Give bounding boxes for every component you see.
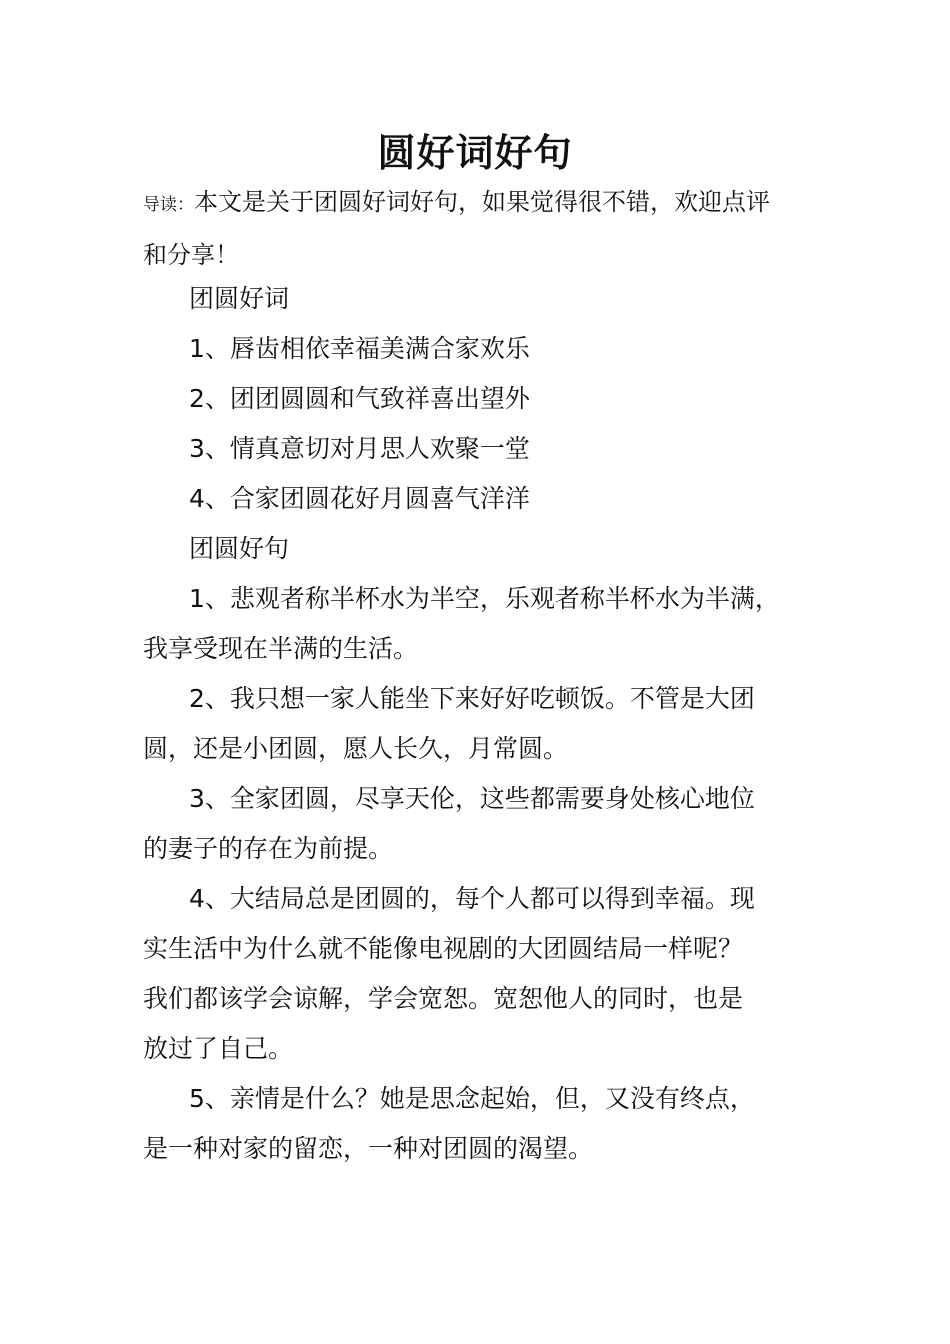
intro-text: 本文是关于团圆好词好句，如果觉得很不错，欢迎点评 bbox=[194, 188, 770, 216]
sentence-item bbox=[143, 574, 833, 674]
section-heading-words: 团圆好词 bbox=[189, 284, 290, 313]
section-heading-sentences: 团圆好句 bbox=[189, 534, 290, 563]
document-title: 圆好词好句 bbox=[377, 131, 573, 176]
sentence-line: 我们都该学会谅解，学会宽恕。宽恕他人的同时，也是 bbox=[143, 984, 744, 1013]
sentence-line: 2、我只想一家人能坐下来好好吃顿饭。不管是大团 bbox=[189, 684, 755, 713]
sentence-line: 圆，还是小团圆，愿人长久，月常圆。 bbox=[143, 734, 569, 763]
intro-line-2: 和分享！ bbox=[143, 241, 239, 269]
sentence-line: 1、悲观者称半杯水为半空，乐观者称半杯水为半满， bbox=[189, 584, 780, 613]
sentence-line: 4、大结局总是团圆的，每个人都可以得到幸福。现 bbox=[189, 884, 755, 913]
document-body bbox=[143, 274, 833, 1174]
sentence-line: 我享受现在半满的生活。 bbox=[143, 634, 419, 663]
intro-paragraph bbox=[143, 177, 833, 280]
sentence-line: 的妻子的存在为前提。 bbox=[143, 834, 394, 863]
word-item: 3、情真意切对月思人欢聚一堂 bbox=[189, 434, 530, 463]
word-item: 1、唇齿相依幸福美满合家欢乐 bbox=[189, 334, 530, 363]
word-item: 4、合家团圆花好月圆喜气洋洋 bbox=[189, 484, 530, 513]
intro-line-1 bbox=[143, 177, 833, 230]
sentence-item bbox=[143, 674, 833, 774]
sentence-line: 5、亲情是什么？她是思念起始，但，又没有终点， bbox=[189, 1084, 755, 1113]
sentence-line: 实生活中为什么就不能像电视剧的大团圆结局一样呢？ bbox=[143, 934, 744, 963]
word-item: 2、团团圆圆和气致祥喜出望外 bbox=[189, 384, 530, 413]
sentence-line: 3、全家团圆，尽享天伦，这些都需要身处核心地位 bbox=[189, 784, 755, 813]
sentence-item bbox=[143, 874, 833, 1074]
intro-label: 导读： bbox=[143, 195, 194, 215]
sentence-line: 是一种对家的留恋，一种对团圆的渴望。 bbox=[143, 1134, 594, 1163]
sentence-item bbox=[143, 774, 833, 874]
sentence-line: 放过了自己。 bbox=[143, 1034, 294, 1063]
sentence-item bbox=[143, 1074, 833, 1174]
